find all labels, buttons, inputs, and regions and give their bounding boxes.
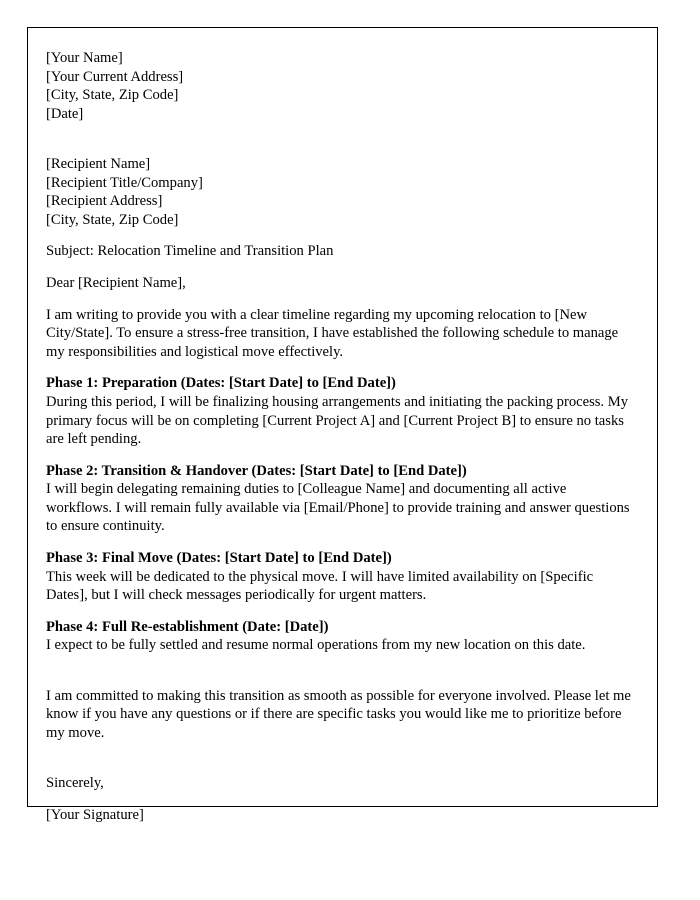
sender-address-block [46, 49, 632, 123]
sender-line-3: [City, State, Zip Code] [46, 87, 179, 104]
closing-gap [46, 668, 632, 687]
recipient-line-3: [Recipient Address] [46, 193, 163, 210]
signature-placeholder: [Your Signature] [46, 806, 144, 823]
sender-line-4: [Date] [46, 105, 84, 122]
phase-2 [46, 462, 632, 536]
letter-body [46, 49, 632, 837]
intro-paragraph: I am writing to provide you with a clear timeline regarding my upcoming relocation to [New City/State]. To ensure a stress-free transition, I have established the following schedule to manage my responsibilities and logistical move effectively. [46, 306, 619, 360]
recipient-line-1: [Recipient Name] [46, 155, 151, 172]
subject-line: Subject: Relocation Timeline and Transition Plan [46, 243, 334, 260]
phase-1 [46, 374, 632, 448]
phase-2-heading: Phase 2: Transition & Handover (Dates: [Start Date] to [End Date]) [46, 462, 467, 479]
phase-3 [46, 549, 632, 605]
letter-sheet [27, 27, 658, 823]
closing-paragraph: I am committed to making this transition as smooth as possible for everyone involved. Please let me know if you have any questions or if there are specific tasks you would like me to prioritize before my move. [46, 687, 631, 741]
phase-1-body: During this period, I will be finalizing housing arrangements and initiating the packing process. My primary focus will be on completing [Current Project A] and [Current Project B] to ensure no tasks are left pending. [46, 393, 629, 448]
recipient-line-2: [Recipient Title/Company] [46, 174, 203, 191]
salutation: Dear [Recipient Name], [46, 274, 186, 291]
recipient-line-4: [City, State, Zip Code] [46, 211, 179, 228]
signoff: Sincerely, [46, 775, 104, 791]
signoff-gap [46, 755, 632, 774]
recipient-address-block [46, 155, 632, 229]
phase-3-heading: Phase 3: Final Move (Dates: [Start Date] to [End Date]) [46, 550, 392, 567]
phase-4 [46, 618, 632, 655]
sender-line-1: [Your Name] [46, 50, 123, 66]
phase-4-body: I expect to be fully settled and resume normal operations from my new location on this date. [46, 637, 586, 654]
phase-3-body: This week will be dedicated to the physical move. I will have limited availability on [Specific Dates], but I will check messages periodically for urgent matters. [46, 568, 594, 604]
address-gap [46, 136, 632, 155]
phase-1-heading: Phase 1: Preparation (Dates: [Start Date] to [End Date]) [46, 375, 396, 392]
sender-line-2: [Your Current Address] [46, 68, 184, 85]
phase-4-heading: Phase 4: Full Re-establishment (Date: [Date]) [46, 618, 329, 635]
phase-2-body: I will begin delegating remaining duties to [Colleague Name] and documenting all active workflows. I will remain fully available via [Email/Phone] to provide training and answer questions to ensure continuity. [46, 481, 630, 535]
